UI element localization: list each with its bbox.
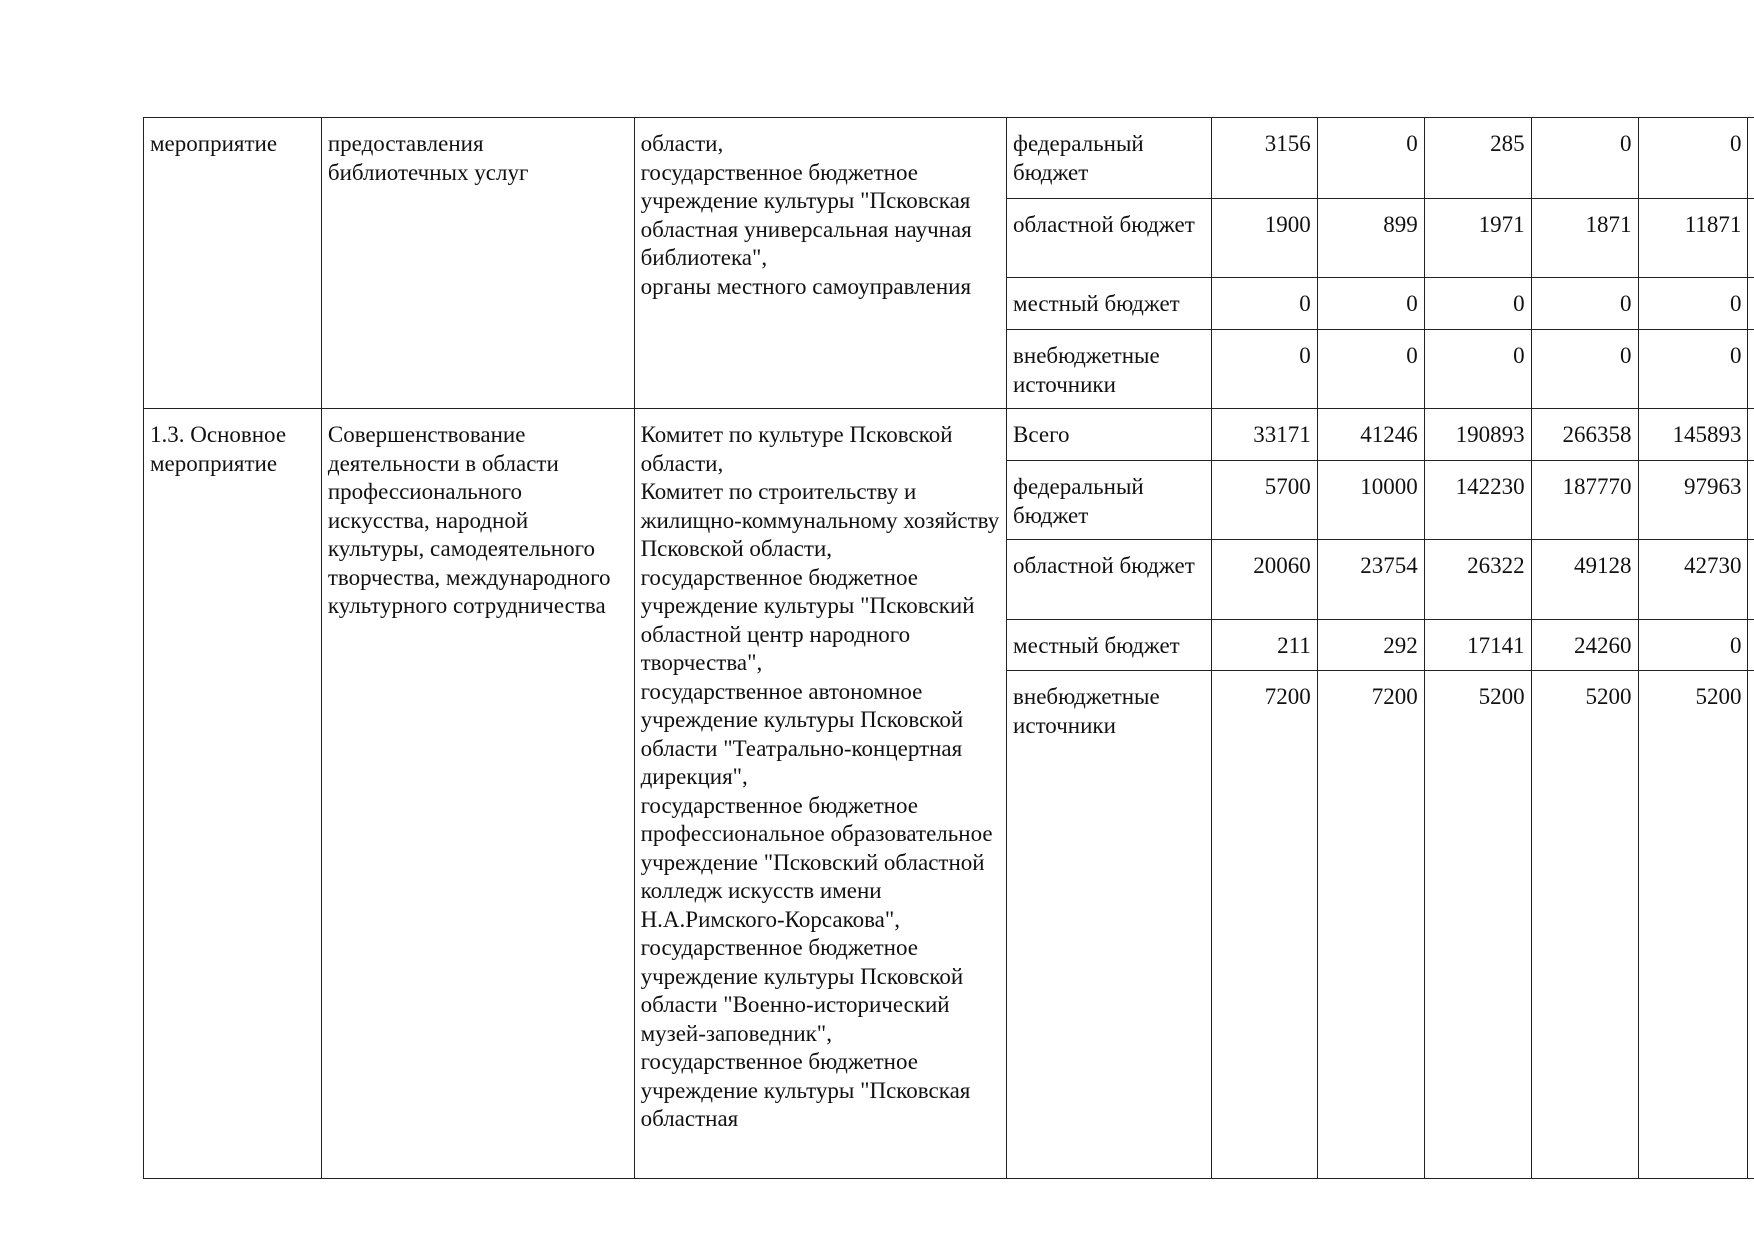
amount-cell: 0 — [1638, 118, 1748, 199]
amount-cell: 5200 — [1424, 671, 1531, 1179]
activity-name-cell: Совершенствование деятельности в области профессионального искусства, народной культуры, самодеятельного творчества, международного культурного сотрудничества — [321, 409, 634, 1179]
cut-off-column — [1748, 620, 1754, 671]
amount-cell: 5700 — [1211, 461, 1317, 540]
amount-cell: 49128 — [1531, 540, 1638, 620]
amount-cell: 0 — [1638, 330, 1748, 409]
funding-source-cell: внебюджетные источники — [1007, 671, 1212, 1179]
amount-cell: 145893 — [1638, 409, 1748, 461]
amount-cell: 0 — [1638, 278, 1748, 330]
activity-number-cell: 1.3. Основное мероприятие — [144, 409, 322, 1179]
amount-cell: 211 — [1211, 620, 1317, 671]
amount-cell: 292 — [1317, 620, 1424, 671]
amount-cell: 0 — [1531, 118, 1638, 199]
cut-off-column — [1748, 118, 1754, 199]
amount-cell: 5200 — [1638, 671, 1748, 1179]
amount-cell: 1871 — [1531, 199, 1638, 278]
amount-cell: 0 — [1317, 118, 1424, 199]
amount-cell: 899 — [1317, 199, 1424, 278]
amount-cell: 0 — [1531, 330, 1638, 409]
amount-cell: 11871 — [1638, 199, 1748, 278]
executor-cell: области, государственное бюджетное учреждение культуры "Псковская областная универсальная научная библиотека", органы местного самоуправления — [634, 118, 1006, 409]
amount-cell: 0 — [1424, 278, 1531, 330]
amount-cell: 3156 — [1211, 118, 1317, 199]
amount-cell: 33171 — [1211, 409, 1317, 461]
funding-source-cell: Всего — [1007, 409, 1212, 461]
amount-cell: 0 — [1531, 278, 1638, 330]
cut-off-column — [1748, 540, 1754, 620]
funding-source-cell: местный бюджет — [1007, 620, 1212, 671]
amount-cell: 190893 — [1424, 409, 1531, 461]
cut-off-column — [1748, 671, 1754, 1179]
funding-source-cell: федеральный бюджет — [1007, 118, 1212, 199]
table-row — [144, 409, 1754, 461]
funding-source-cell: внебюджетные источники — [1007, 330, 1212, 409]
amount-cell: 266358 — [1531, 409, 1638, 461]
amount-cell: 0 — [1638, 620, 1748, 671]
amount-cell: 23754 — [1317, 540, 1424, 620]
amount-cell: 0 — [1211, 278, 1317, 330]
amount-cell: 26322 — [1424, 540, 1531, 620]
funding-source-cell: федеральный бюджет — [1007, 461, 1212, 540]
cut-off-column — [1748, 199, 1754, 278]
amount-cell: 17141 — [1424, 620, 1531, 671]
executor-cell: Комитет по культуре Псковской области, Комитет по строительству и жилищно-коммунальному хозяйству Псковской области, государственное бюджетное учреждение культуры "Псковский областной центр народного творчества", государственное автономное учреждение культуры Псковской области "Театрально-концертная дирекция", государственное бюджетное профессиональное образовательное учреждение "Псковский областной колледж искусств имени Н.А.Римского-Корсакова", государственное бюджетное учреждение культуры Псковской области "Военно-исторический музей-заповедник", государственное бюджетное учреждение культуры "Псковская областная — [634, 409, 1006, 1179]
activity-name-cell: предоставления библиотечных услуг — [321, 118, 634, 409]
amount-cell: 0 — [1424, 330, 1531, 409]
amount-cell: 41246 — [1317, 409, 1424, 461]
cut-off-column — [1748, 330, 1754, 409]
amount-cell: 1900 — [1211, 199, 1317, 278]
amount-cell: 285 — [1424, 118, 1531, 199]
cut-off-column — [1748, 278, 1754, 330]
amount-cell: 0 — [1317, 278, 1424, 330]
amount-cell: 0 — [1211, 330, 1317, 409]
amount-cell: 1971 — [1424, 199, 1531, 278]
table-row — [144, 118, 1754, 199]
amount-cell: 24260 — [1531, 620, 1638, 671]
funding-source-cell: областной бюджет — [1007, 540, 1212, 620]
amount-cell: 97963 — [1638, 461, 1748, 540]
cut-off-column — [1748, 409, 1754, 461]
amount-cell: 7200 — [1317, 671, 1424, 1179]
amount-cell: 0 — [1317, 330, 1424, 409]
funding-source-cell: областной бюджет — [1007, 199, 1212, 278]
amount-cell: 142230 — [1424, 461, 1531, 540]
amount-cell: 187770 — [1531, 461, 1638, 540]
amount-cell: 5200 — [1531, 671, 1638, 1179]
funding-source-cell: местный бюджет — [1007, 278, 1212, 330]
amount-cell: 7200 — [1211, 671, 1317, 1179]
cut-off-column — [1748, 461, 1754, 540]
activity-number-cell: мероприятие — [144, 118, 322, 409]
amount-cell: 42730 — [1638, 540, 1748, 620]
budget-table — [143, 117, 1754, 1179]
amount-cell: 20060 — [1211, 540, 1317, 620]
amount-cell: 10000 — [1317, 461, 1424, 540]
